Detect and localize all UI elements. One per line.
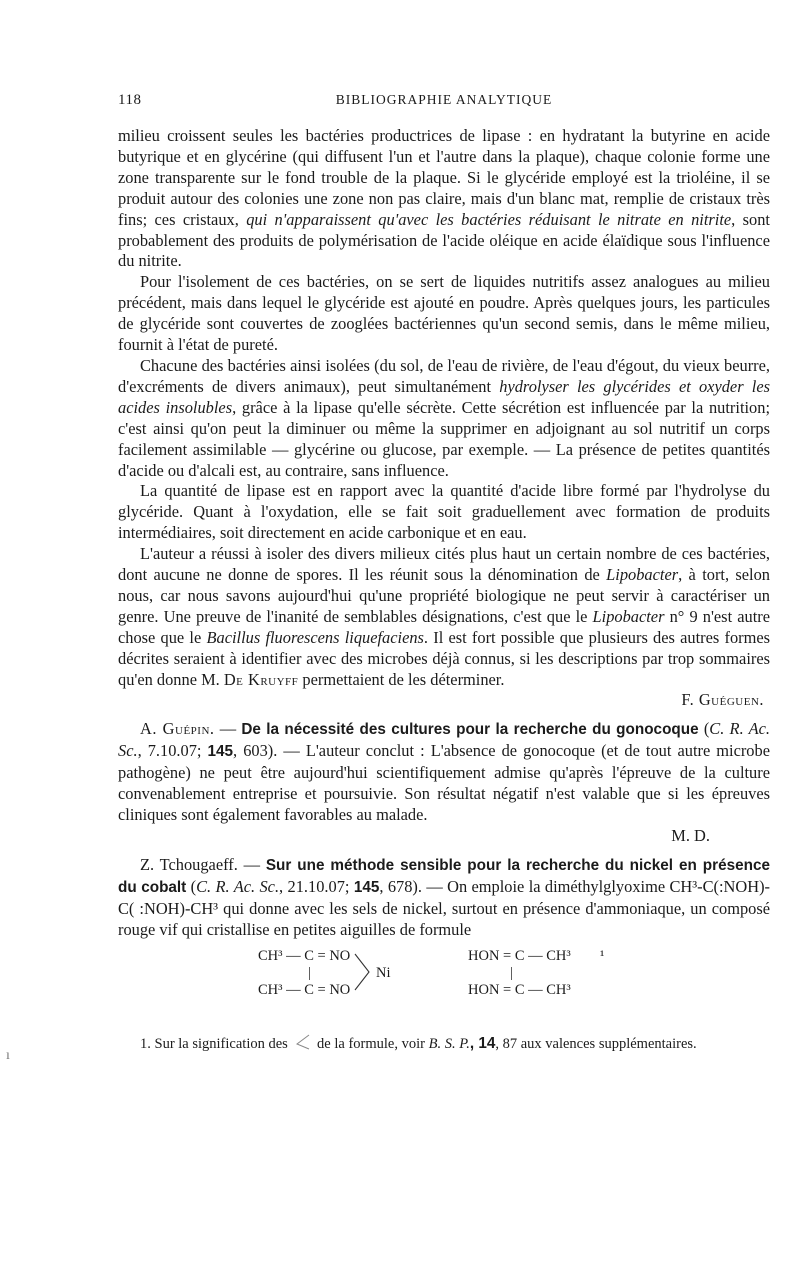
paragraph: Pour l'isolement de ces bactéries, on se sert de liquides nutritifs assez analogues au milieu précédent, mais dans lequel le glycéride est ajouté en poudre. Après quelques jours, les particules de glycéride sont couvertes de zooglées bactériennes qu'un second semis, dans le même milieu, fournit à l'état de pureté.: [118, 272, 770, 355]
author-name: Z. Tchougaeff.: [140, 854, 238, 874]
text-run: L'auteur conclut : L'absence de gonocoque (et de tout autre microbe pathogène) ne peut être aujourd'hui scientifiquement admise qu'après l'épreuve de la culture convenablement entreprise et poursuivie. Son résultat négatif n'est valable que si les épreuves cliniques sont également favorables au malade.: [118, 741, 770, 824]
margin-mark: ı: [6, 1048, 10, 1063]
italic-run: Lipobacter: [606, 565, 679, 585]
paragraph: [118, 356, 770, 481]
formula-nickel: Ni: [376, 965, 391, 982]
ref-page: , 678). —: [379, 876, 448, 896]
dash: —: [237, 854, 266, 874]
running-header: [118, 92, 770, 116]
text-run: . Il est fort possible que plusieurs des autres formes décrites seraient à identifier avec des microbes déjà connus, si les descriptions par trop sommaires qu'en donne M.: [118, 627, 771, 689]
text-run: n° 9 n'est autre chose que le: [118, 606, 770, 647]
review-entry: [118, 855, 770, 941]
italic-run: Bacillus fluorescens liquefaciens: [206, 627, 424, 647]
text-run: L'auteur a réussi à isoler des divers milieux cités plus haut un certain nombre de ces bactéries, dont aucune ne donne de spores. Il les réunit sous la dénomination de: [118, 544, 770, 585]
text-run: de la formule, voir: [313, 1036, 429, 1053]
running-title: BIBLIOGRAPHIE ANALYTIQUE: [335, 92, 553, 107]
formula-left-bond: |: [308, 965, 311, 982]
review-entry: [118, 719, 770, 826]
signature: M. D.: [671, 825, 710, 845]
italic-run: hydrolyser les glycérides et oxyder les acides insolubles: [118, 376, 770, 417]
text-run: , 87 aux valences supplémentaires.: [495, 1036, 697, 1053]
volume: 145: [207, 743, 234, 761]
paragraph: [118, 544, 770, 690]
ref-date: , 7.10.07;: [137, 741, 208, 761]
signature: F. Guéguen.: [681, 690, 764, 710]
article-title: De la nécessité des cultures pour la recherche du gonocoque: [241, 721, 699, 739]
italic-run: qui n'apparaissent qu'avec les bactéries réduisant le nitrate en nitrite: [246, 209, 732, 229]
paragraph: La quantité de lipase est en rapport avec la quantité d'acide libre formé par l'hydrolyse du glycéride. Quant à l'oxydation, elle se fait soit graduellement avec formation de produits intermédiaires, soit directement en acide carbonique et en eau.: [118, 481, 770, 543]
dash: —: [214, 719, 242, 739]
page-number: 118: [118, 92, 142, 108]
author-name: De Kruyff: [223, 669, 299, 689]
footnote: [118, 1034, 770, 1054]
italic-run: Lipobacter: [592, 606, 665, 626]
valence-bond-icon: [291, 1034, 313, 1050]
journal-ref: C. R. Ac. Sc.: [196, 876, 280, 896]
formula-left-top: CH³ — C = NO: [258, 948, 351, 965]
ref-page: , 603). —: [233, 741, 306, 761]
volume: , 14: [469, 1035, 496, 1053]
paren: (: [186, 876, 197, 896]
text-run: milieu croissent seules les bactéries productrices de lipase : en hydratant la butyrine en acide butyrique et en glycérine (qui diffusent l'un et l'autre dans la plaque), chaque colonie forme une zone transparente sur le fond trouble de la plaque. Si le glycéride employé est la trioléine, il se produit autour des colonies une zone non pas claire, mais d'un blanc mat, remplie de cristaux très fins; ces cristaux,: [118, 126, 770, 229]
footnote-marker: ¹: [600, 948, 605, 965]
paragraph: [118, 126, 770, 272]
formula-right-top: HON = C — CH³: [468, 948, 571, 965]
text-run: , grâce à la lipase qu'elle sécrète. Cette sécrétion est influencée par la nutrition; c'est ainsi qu'on peut la diminuer ou même la supprimer en adjoignant au sol nutritif un corps facilement assimilable — glycérine ou glucose, par exemple. — La présence de petites quantités d'acide ou d'alcali est, au contraire, sans influence.: [118, 397, 770, 480]
text-run: , à tort, selon nous, car nous savons aujourd'hui qu'une propriété biologique ne peut servir à caractériser un genre. Une preuve de l'inanité de semblables désignations, c'est que le: [118, 565, 771, 626]
page: [6, 92, 771, 1063]
text-run: On emploie la diméthylglyoxime CH³-C(:NOH)-C( :NOH)-CH³ qui donne avec les sels de nickel, surtout en présence d'ammoniaque, un composé rouge vif qui cristallise en petites aiguilles de formule: [118, 876, 770, 939]
formula-right-bottom: HON = C — CH³: [468, 982, 571, 999]
volume: 145: [353, 878, 380, 896]
chemical-formula: [118, 946, 770, 1010]
paren: (: [698, 719, 710, 739]
formula-left-bottom: CH³ — C = NO: [258, 982, 351, 999]
ref-date: , 21.10.07;: [279, 876, 354, 896]
text-run: permettaient de les déterminer.: [298, 669, 505, 689]
page-body: [118, 126, 770, 1054]
author-name: A. Guépin.: [140, 719, 215, 739]
text-run: Chacune des bactéries ainsi isolées (du sol, de l'eau de rivière, de l'eau d'égout, du vieux beurre, d'excréments de divers animaux), peut simultanément: [118, 355, 770, 396]
article-title: Sur une méthode sensible pour la recherche du nickel en présence du cobalt: [118, 856, 770, 896]
text-run: , sont probablement des produits de polymérisation de l'acide oléique en acide élaïdique sous l'influence du nitrite.: [118, 209, 770, 271]
journal-ref: B. S. P.: [428, 1036, 470, 1053]
text-run: 1. Sur la signification des: [140, 1036, 292, 1053]
journal-ref: C. R. Ac. Sc.: [118, 719, 770, 761]
formula-right-bond: |: [510, 965, 513, 982]
